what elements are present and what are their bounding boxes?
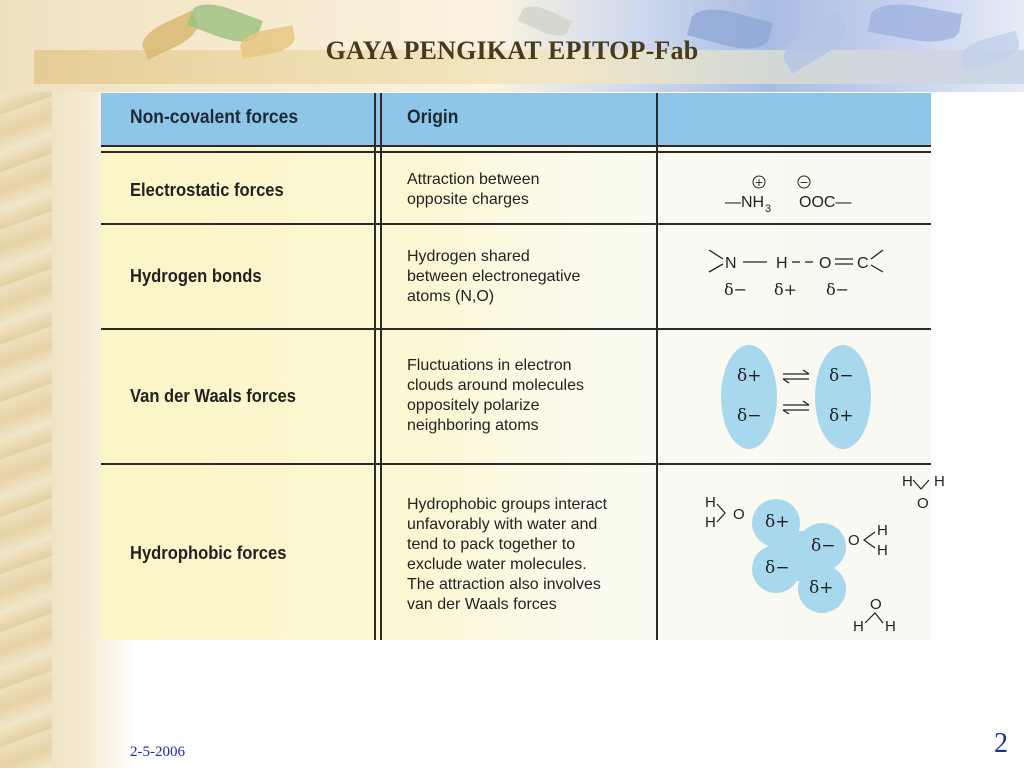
svg-text:O: O xyxy=(917,495,929,512)
origin-line: unfavorably with water and xyxy=(407,516,598,533)
positive-charge-symbol: + xyxy=(754,176,764,189)
header-non-covalent-forces: Non-covalent forces xyxy=(130,107,299,128)
page-number: 2 xyxy=(994,728,1008,759)
svg-text:H: H xyxy=(877,542,888,559)
column-divider xyxy=(380,93,382,640)
right-electron-cloud xyxy=(815,345,871,449)
delta-plus-h: δ+ xyxy=(774,280,798,299)
carbon-atom: C xyxy=(857,255,869,272)
column-divider xyxy=(656,93,658,640)
attraction-arrows-icon xyxy=(783,370,809,414)
column-divider xyxy=(374,93,376,640)
oxygen-atom: O xyxy=(819,255,832,272)
slide-title: GAYA PENGIKAT EPITOP-Fab xyxy=(325,36,699,65)
origin-line: tend to pack together to xyxy=(407,536,576,553)
forces-table xyxy=(101,93,945,640)
origin-van-der-waals xyxy=(407,356,584,436)
delta-label: δ− xyxy=(765,558,790,578)
hydrogen-atom: H xyxy=(776,255,788,272)
left-decorative-strip xyxy=(0,0,52,768)
row-divider xyxy=(101,328,931,330)
negative-charge-symbol: − xyxy=(799,176,809,189)
header-origin: Origin xyxy=(407,107,459,128)
svg-text:O: O xyxy=(733,506,745,523)
slide-date: 2-5-2006 xyxy=(130,744,185,760)
delta-minus-n: δ− xyxy=(724,280,748,299)
origin-line: Hydrogen shared xyxy=(407,248,530,265)
delta-minus-right-top: δ− xyxy=(829,366,854,386)
water-molecule-icon xyxy=(902,473,945,512)
row-divider xyxy=(101,223,931,225)
svg-text:H: H xyxy=(705,514,716,531)
svg-text:O: O xyxy=(870,596,882,613)
delta-plus-left-top: δ+ xyxy=(737,366,762,386)
row-divider xyxy=(101,151,931,153)
hydrophobic-diagram xyxy=(659,471,945,639)
water-molecule-icon xyxy=(853,596,896,635)
svg-text:H: H xyxy=(885,618,896,635)
svg-text:H: H xyxy=(934,473,945,490)
water-molecule-icon xyxy=(848,522,888,559)
carboxylate-group: OOC— xyxy=(799,194,852,211)
force-hydrogen-bonds: Hydrogen bonds xyxy=(130,266,262,286)
row-divider xyxy=(101,463,931,465)
hydrogen-bond-diagram xyxy=(659,241,931,321)
delta-label: δ+ xyxy=(765,512,790,532)
delta-label: δ− xyxy=(811,536,836,556)
origin-line: Hydrophobic groups interact xyxy=(407,496,608,513)
electrostatic-diagram xyxy=(659,165,931,223)
svg-text:H: H xyxy=(877,522,888,539)
svg-text:H: H xyxy=(902,473,913,490)
origin-line: atoms (N,O) xyxy=(407,288,495,305)
van-der-waals-diagram xyxy=(659,343,931,453)
delta-minus-left-bottom: δ− xyxy=(737,406,762,426)
nitrogen-atom: N xyxy=(725,255,737,272)
origin-hydrophobic xyxy=(407,495,607,615)
origin-line: oppositely polarize xyxy=(407,397,540,414)
origin-electrostatic xyxy=(407,170,540,210)
delta-plus-right-bottom: δ+ xyxy=(829,406,854,426)
origin-line: exclude water molecules. xyxy=(407,556,587,573)
origin-line: between electronegative xyxy=(407,268,581,285)
force-electrostatic: Electrostatic forces xyxy=(130,180,284,200)
row-divider xyxy=(101,145,931,147)
origin-line: The attraction also involves xyxy=(407,576,601,593)
svg-text:O: O xyxy=(848,532,860,549)
left-electron-cloud xyxy=(721,345,777,449)
origin-line: Attraction between xyxy=(407,171,540,188)
force-van-der-waals: Van der Waals forces xyxy=(130,386,296,406)
origin-hydrogen-bonds xyxy=(407,247,580,307)
delta-label: δ+ xyxy=(809,578,834,598)
ammonium-group: —NH xyxy=(725,194,765,211)
origin-line: neighboring atoms xyxy=(407,417,539,434)
delta-minus-o: δ− xyxy=(826,280,850,299)
origin-line: Fluctuations in electron xyxy=(407,357,572,374)
force-hydrophobic: Hydrophobic forces xyxy=(130,543,287,563)
origin-line: opposite charges xyxy=(407,191,529,208)
top-banner xyxy=(0,0,1024,92)
origin-line: van der Waals forces xyxy=(407,596,557,613)
ammonium-subscript: 3 xyxy=(765,203,772,215)
svg-text:H: H xyxy=(853,618,864,635)
svg-text:H: H xyxy=(705,494,716,511)
origin-line: clouds around molecules xyxy=(407,377,584,394)
